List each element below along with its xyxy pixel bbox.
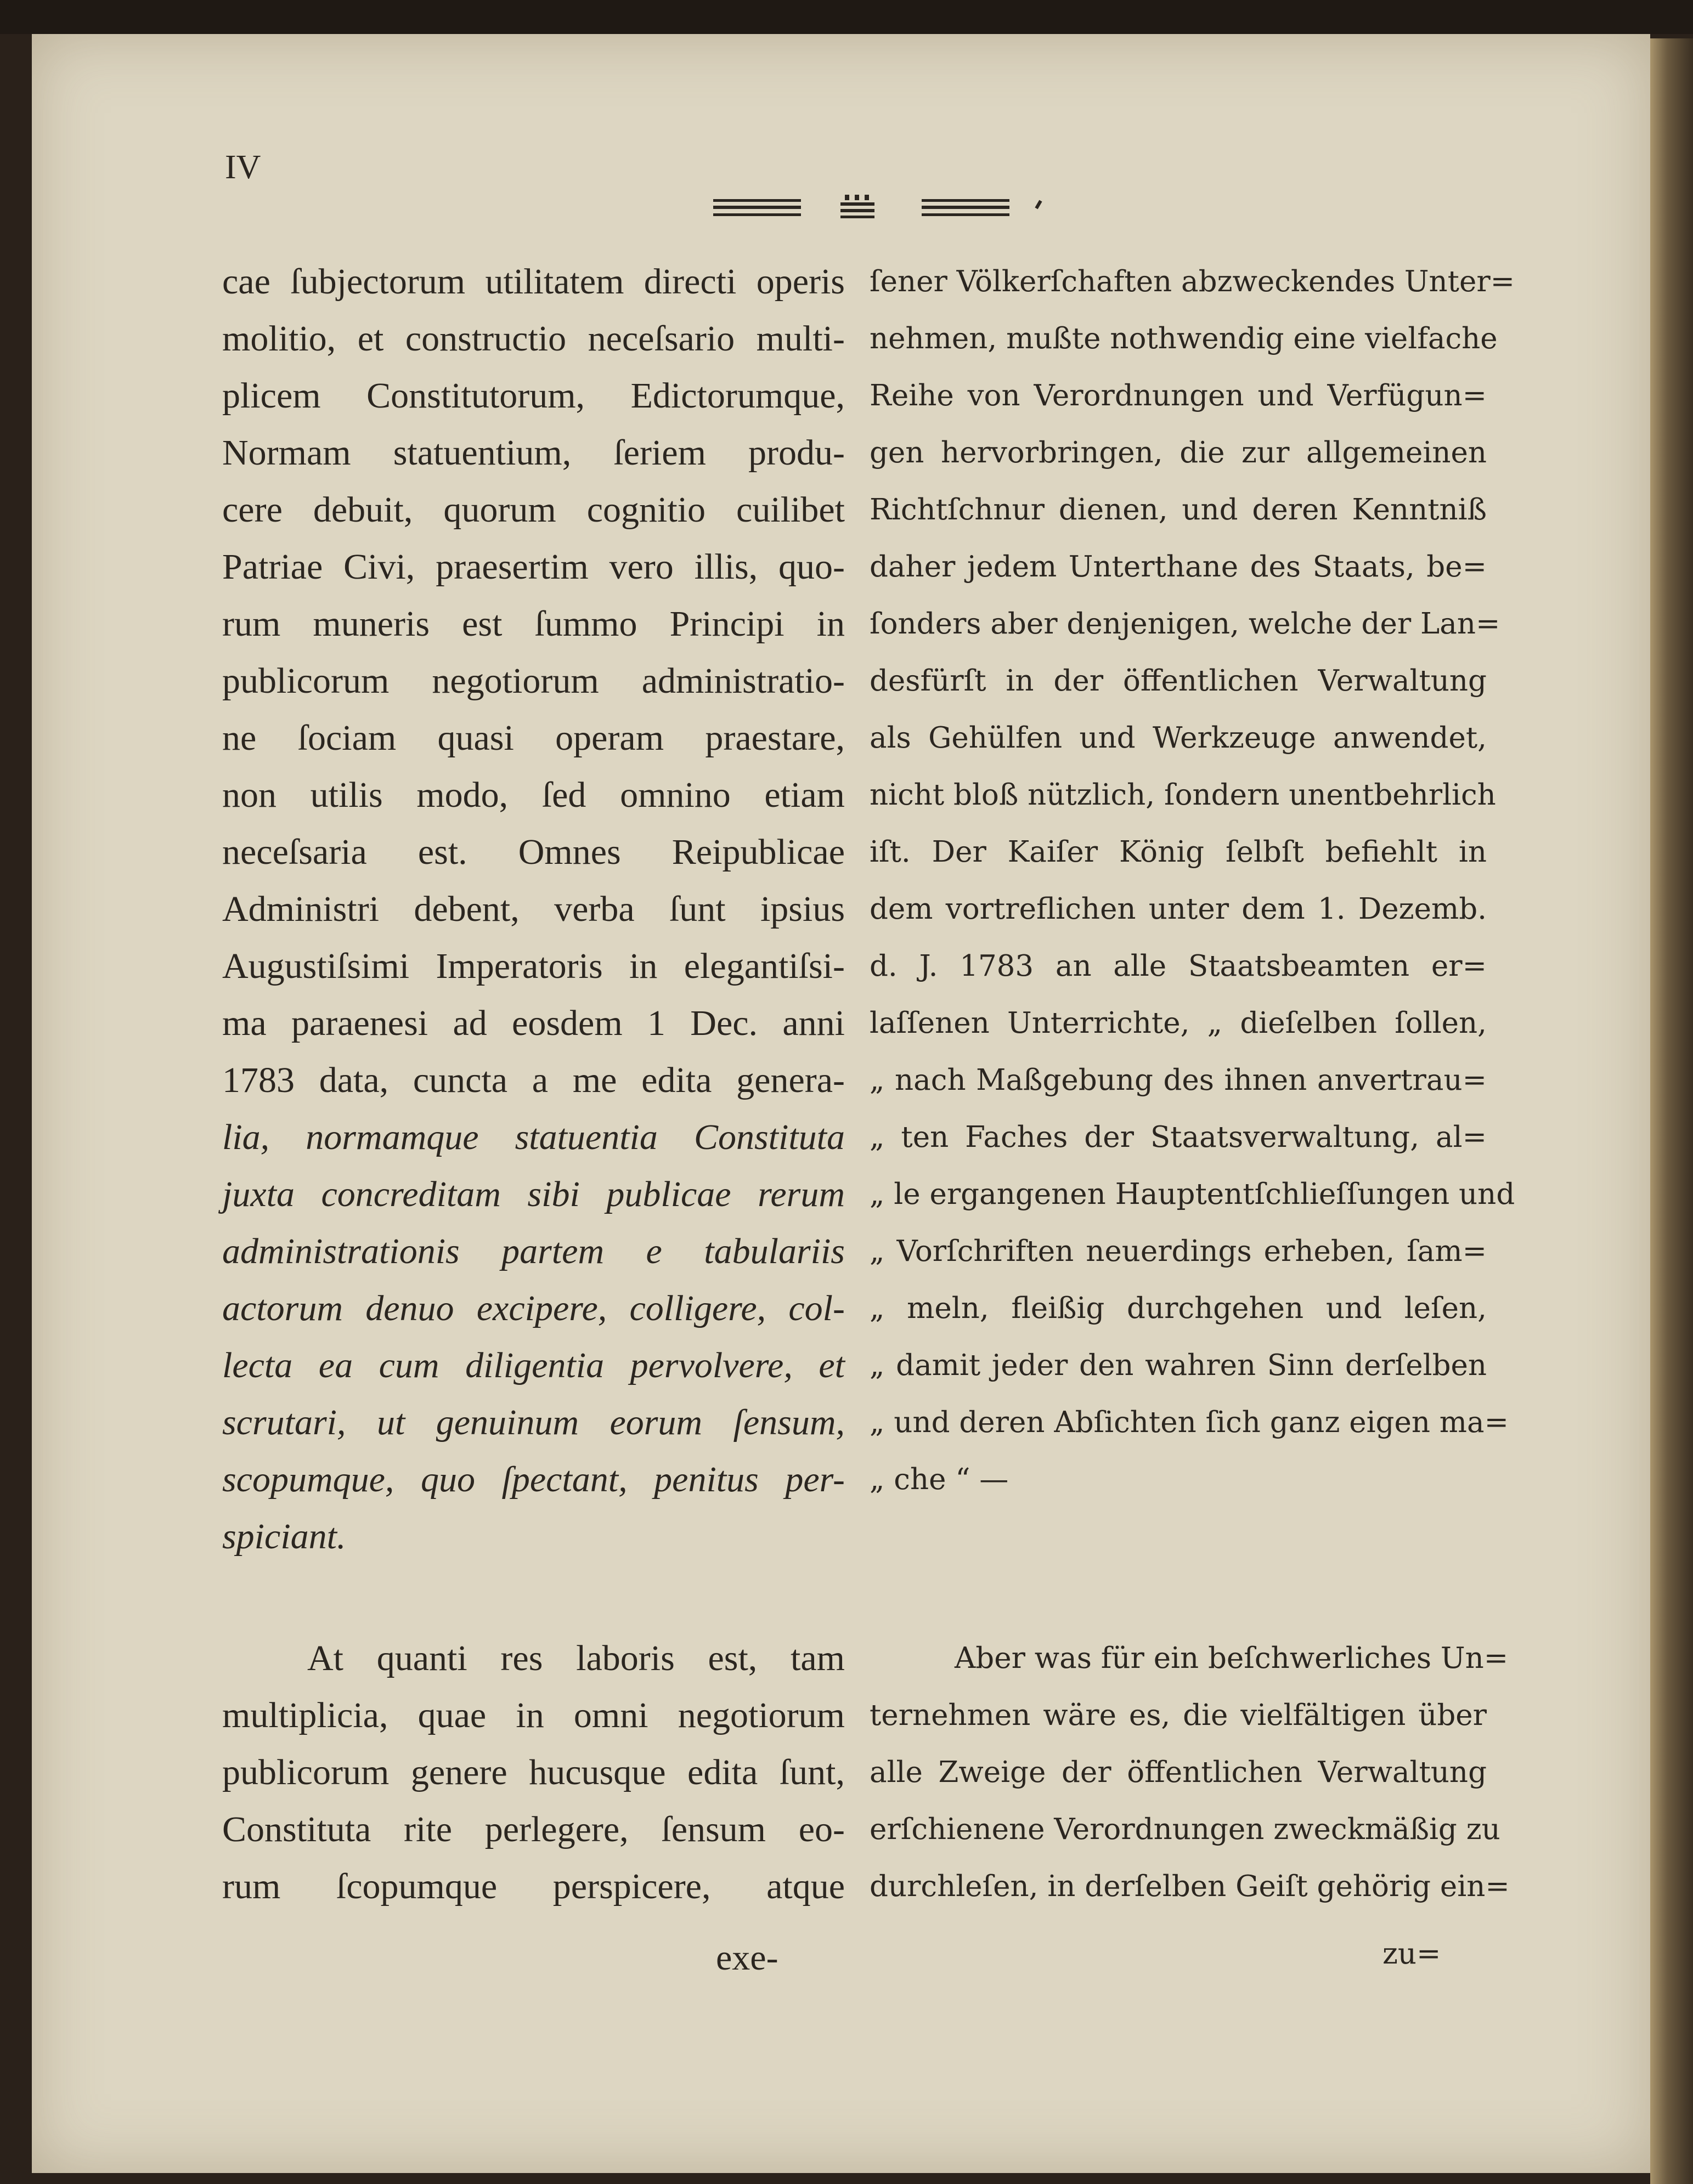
text-line: ma paraenesi ad eosdem 1 Dec. anni bbox=[222, 1003, 845, 1043]
german-column bbox=[870, 253, 1515, 1508]
text-line: Aber was für ein beſchwerliches Un= bbox=[955, 1642, 1509, 1675]
text-line: durchleſen, in derſelben Geiſt gehörig ein= bbox=[870, 1870, 1510, 1903]
text-line: „ ten Faches der Staatsverwaltung, al= bbox=[870, 1121, 1487, 1154]
text-line: „ che “ — bbox=[870, 1463, 1009, 1496]
text-line: Richtſchnur dienen, und deren Kenntniß bbox=[870, 493, 1487, 527]
text-line: Normam statuentium, ſeriem produ- bbox=[222, 433, 845, 473]
text-line: erſchienene Verordnungen zweckmäßig zu bbox=[870, 1813, 1500, 1846]
text-line: non utilis modo, ſed omnino etiam bbox=[222, 775, 845, 815]
book-spine-edge bbox=[1650, 38, 1693, 2184]
text-line: d. J. 1783 an alle Staatsbeamten er= bbox=[870, 949, 1487, 983]
text-line: „ damit jeder den wahren Sinn derſelben bbox=[870, 1349, 1487, 1382]
text-line: plicem Constitutorum, Edictorumque, bbox=[222, 376, 845, 416]
text-line: desfürſt in der öffentlichen Verwaltung bbox=[870, 664, 1487, 698]
text-line: juxta concreditam sibi publicae rerum bbox=[222, 1174, 845, 1214]
header-ornament bbox=[713, 189, 1053, 228]
text-line: scrutari, ut genuinum eorum ſensum, bbox=[222, 1402, 845, 1442]
text-line: Reihe von Verordnungen und Verfügun= bbox=[870, 379, 1487, 412]
text-line: rum ſcopumque perspicere, atque bbox=[222, 1866, 845, 1906]
text-line: ne ſociam quasi operam praestare, bbox=[222, 718, 845, 758]
text-line: Administri debent, verba ſunt ipsius bbox=[222, 889, 845, 929]
text-line: ternehmen wäre es, die vielfältigen über bbox=[870, 1699, 1487, 1732]
text-line: „ und deren Abſichten ſich ganz eigen ma= bbox=[870, 1406, 1509, 1439]
text-line: alle Zweige der öffentlichen Verwaltung bbox=[870, 1756, 1487, 1789]
text-line: nehmen, mußte nothwendig eine vielfache bbox=[870, 322, 1498, 355]
text-line: publicorum genere hucusque edita ſunt, bbox=[222, 1752, 845, 1792]
text-line: daher jedem Unterthane des Staats, be= bbox=[870, 550, 1487, 584]
text-line: als Gehülfen und Werkzeuge anwendet, bbox=[870, 721, 1487, 755]
text-line: gen hervorbringen, die zur allgemeinen bbox=[870, 436, 1487, 469]
text-line: Constituta rite perlegere, ſensum eo- bbox=[222, 1809, 845, 1849]
text-line: spiciant. bbox=[222, 1517, 346, 1557]
text-line: rum muneris est ſummo Principi in bbox=[222, 604, 845, 644]
text-line: multiplicia, quae in omni negotiorum bbox=[222, 1695, 845, 1735]
text-line: neceſsaria est. Omnes Reipublicae bbox=[222, 832, 845, 872]
text-line: Augustiſsimi Imperatoris in elegantiſsi- bbox=[222, 946, 845, 986]
text-line: cere debuit, quorum cognitio cuilibet bbox=[222, 490, 845, 530]
book-top-edge bbox=[0, 0, 1693, 34]
catchword-latin: exe- bbox=[716, 1938, 778, 1978]
text-line: „ meln, fleißig durchgehen und leſen, bbox=[870, 1292, 1487, 1325]
german-paragraph-2 bbox=[870, 1630, 1510, 1915]
latin-column bbox=[222, 253, 845, 1565]
text-line: iſt. Der Kaiſer König ſelbſt befiehlt in bbox=[870, 835, 1487, 869]
text-line: ſener Völkerſchaften abzweckendes Unter= bbox=[870, 265, 1515, 298]
text-line: „ le ergangenen Hauptentſchlieſſungen und bbox=[870, 1178, 1515, 1211]
text-line: ſonders aber denjenigen, welche der Lan= bbox=[870, 607, 1500, 641]
page-number: IV bbox=[225, 149, 261, 186]
text-line: molitio, et constructio neceſsario multi- bbox=[222, 319, 845, 359]
text-line: cae ſubjectorum utilitatem directi operis bbox=[222, 262, 845, 302]
text-line: At quanti res laboris est, tam bbox=[307, 1638, 845, 1678]
text-line: „ nach Maßgebung des ihnen anvertrau= bbox=[870, 1063, 1487, 1097]
latin-paragraph-2 bbox=[222, 1630, 845, 1915]
text-line: nicht bloß nützlich, ſondern unentbehrlich bbox=[870, 778, 1496, 812]
text-line: lia, normamque statuentia Constituta bbox=[222, 1117, 845, 1157]
text-line: dem vortreflichen unter dem 1. Dezemb. bbox=[870, 892, 1487, 926]
text-line: publicorum negotiorum administratio- bbox=[222, 661, 845, 701]
text-line: scopumque, quo ſpectant, penitus per- bbox=[222, 1459, 845, 1500]
text-line: actorum denuo excipere, colligere, col- bbox=[222, 1288, 845, 1328]
text-line: Patriae Civi, praesertim vero illis, quo- bbox=[222, 547, 845, 587]
text-line: laſſenen Unterrichte, „ dieſelben ſollen, bbox=[870, 1006, 1487, 1040]
text-line: „ Vorſchriften neuerdings erheben, ſam= bbox=[870, 1235, 1487, 1268]
catchword-german: zu= bbox=[1382, 1937, 1441, 1971]
text-line: lecta ea cum diligentia pervolvere, et bbox=[222, 1345, 845, 1385]
text-line: 1783 data, cuncta a me edita genera- bbox=[222, 1060, 845, 1100]
text-line: administrationis partem e tabulariis bbox=[222, 1231, 845, 1271]
